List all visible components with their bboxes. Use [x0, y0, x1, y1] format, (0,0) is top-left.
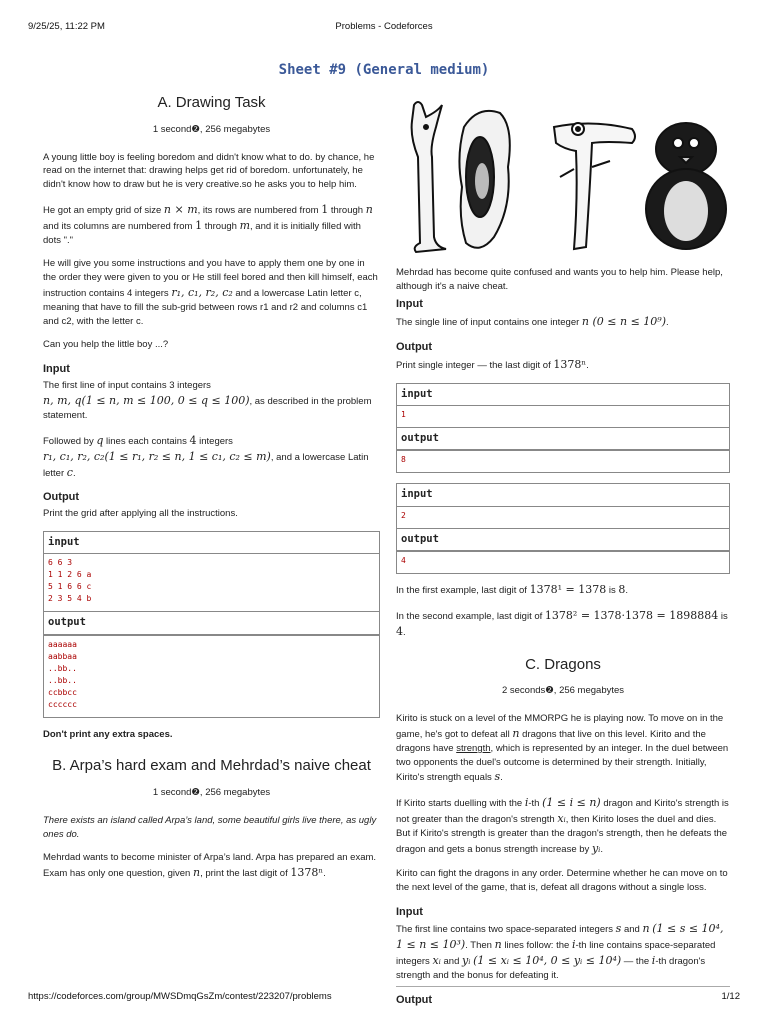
sample-output[interactable]: aaaaaa aabbaa ..bb.. ..bb.. ccbbcc cccccc [44, 635, 379, 717]
problem-c-para-1: Kirito is stuck on a level of the MMORPG he is playing now. To move on in the game, he's got to defeat all n dragons that live on this level. Kirito and the dragons have strength, which is represented by an integer. In the duel between two opponents the duel's outcome is determined by their strength. Initially, Kirito's strength equals s. [396, 713, 729, 784]
sample-input[interactable]: 6 6 3 1 1 2 6 a 5 1 6 6 c 2 3 5 4 b [48, 558, 92, 604]
problem-a-para-1: A young little boy is feeling boredom and didn't know what to do. by chance, he read on the internet that: drawing helps get rid of boredom. unfortunately, he didn't know how to draw but he is very creative.so he asks you to help him. [43, 151, 375, 191]
problem-b-input-para: The single line of input contains one integer n (0 ≤ n ≤ 10⁹). [396, 315, 669, 329]
problem-b-output-heading: Output [396, 341, 433, 354]
problem-c-input-heading: Input [396, 905, 423, 918]
problem-a-para-2: He got an empty grid of size n × m, its rows are numbered from 1 through n and its columns are numbered from 1 through m, and it is initially filled with dots "." [43, 202, 373, 246]
problem-b-note-1: In the first example, last digit of 1378¹ = 1378 is 8. [396, 582, 628, 596]
problem-b-sample-1 [396, 383, 730, 473]
problem-a-input-heading: Input [43, 363, 70, 376]
problem-b-input-heading: Input [396, 298, 423, 311]
problem-a-input-para-2: Followed by q lines each contains 4 integers r₁, c₁, r₂, c₂(1 ≤ r₁, r₂ ≤ n, 1 ≤ c₁, c₂ ≤ m), and a lowercase Latin letter c. [43, 433, 369, 479]
problem-a-limits: 1 second❷, 256 megabytes [152, 123, 271, 135]
sample-output-label: output [44, 611, 379, 634]
problem-c-para-3: Kirito can fight the dragons in any order. Determine whether he can move on to the next level of the game, that is, defeat all dragons without a single loss. [396, 868, 728, 893]
sample-output[interactable]: 8 [397, 450, 729, 472]
problem-b-output-para: Print single integer — the last digit of 1378ⁿ. [396, 358, 589, 372]
problem-b-note-2: In the second example, last digit of 1378² = 1378·1378 = 1898884 is 4. [396, 608, 728, 638]
problem-c-para-2: If Kirito starts duelling with the i-th (1 ≤ i ≤ n) dragon and Kirito's strength is not greater than the dragon's strength xᵢ, then Kirito loses the duel and dies. But if Kirito's strength is greater than the dragon's strength, then he defeats the dragon and gets a bonus strength increase by yᵢ. [396, 796, 729, 856]
print-header [28, 20, 740, 34]
problem-c-title: C. Dragons [525, 655, 601, 673]
footer-divider [396, 986, 730, 987]
sample-input[interactable]: 2 [401, 510, 406, 520]
problem-a-output-para: Print the grid after applying all the instructions. [43, 508, 238, 520]
problem-a-note: Don't print any extra spaces. [43, 728, 173, 740]
characters-illustration [396, 97, 730, 257]
print-page-title: Problems - Codeforces [335, 21, 433, 32]
problem-b-para-2: Mehrdad wants to become minister of Arpa’s land. Arpa has prepared an exam. Exam has only one question, given n, print the last digit of 1378ⁿ. [43, 852, 377, 880]
sample-output-label: output [397, 528, 729, 551]
print-footer [28, 990, 740, 1004]
sample-input-label: input [44, 532, 379, 554]
penguin-digit-eight [646, 123, 726, 249]
problem-b-para-3: Mehrdad has become quite confused and wants you to help him. Please help, although it's a naive cheat. [396, 266, 723, 292]
right-column [396, 92, 730, 1010]
sample-input-label: input [397, 484, 729, 506]
problem-c-output-heading: Output [396, 994, 433, 1007]
sample-output-label: output [397, 427, 729, 450]
sample-input[interactable]: 1 [401, 410, 406, 420]
page-number: 1/12 [721, 991, 740, 1002]
left-column [43, 92, 380, 891]
problem-a-output-heading: Output [43, 491, 80, 504]
sample-input-label: input [397, 384, 729, 406]
problem-a-para-4: Can you help the little boy ...? [43, 339, 169, 351]
problem-b-title: B. Arpa’s hard exam and Mehrdad’s naive cheat [52, 757, 371, 775]
problem-a-para-3: He will give you some instructions and you have to apply them one by one in the order they were given to you or He still feel bored and then kill himself, each instruction contains 4 integers r₁, c₁, r₂, c₂ and a lowercase Latin letter c, meaning that have to fill the sub-grid between rows r1 and r2 and columns c1 and c2, with the letter c. [43, 258, 378, 327]
sheet-title: Sheet #9 (General medium) [278, 62, 490, 78]
problem-a-title: A. Drawing Task [157, 94, 266, 111]
problem-b-para-1: There exists an island called Arpa’s land, some beautiful girls live there, as ugly ones do. [43, 814, 377, 840]
problem-a-sample [43, 531, 380, 717]
problem-c-limits: 2 seconds❷, 256 megabytes [501, 685, 625, 697]
problem-b-sample-2 [396, 483, 730, 573]
problem-c-input-para: The first line contains two space-separated integers s and n (1 ≤ s ≤ 10⁴, 1 ≤ n ≤ 10³). Then n lines follow: the i-th line contains space-separated integers xᵢ and yᵢ (1 ≤ xᵢ ≤ 10⁴, 0 ≤ yᵢ ≤ 10⁴) — the i-th dragon's strength and the bonus for defeating it. [396, 922, 724, 982]
print-url[interactable]: https://codeforces.com/group/MWSDmqGsZm/contest/223207/problems [28, 991, 332, 1002]
sample-output[interactable]: 4 [397, 551, 729, 573]
problem-a-input-para-1: The first line of input contains 3 integers n, m, q(1 ≤ n, m ≤ 100, 0 ≤ q ≤ 100), as described in the problem statement. [43, 380, 372, 421]
problem-b-limits: 1 second❷, 256 megabytes [152, 787, 271, 799]
print-datetime: 9/25/25, 11:22 PM [28, 21, 105, 32]
